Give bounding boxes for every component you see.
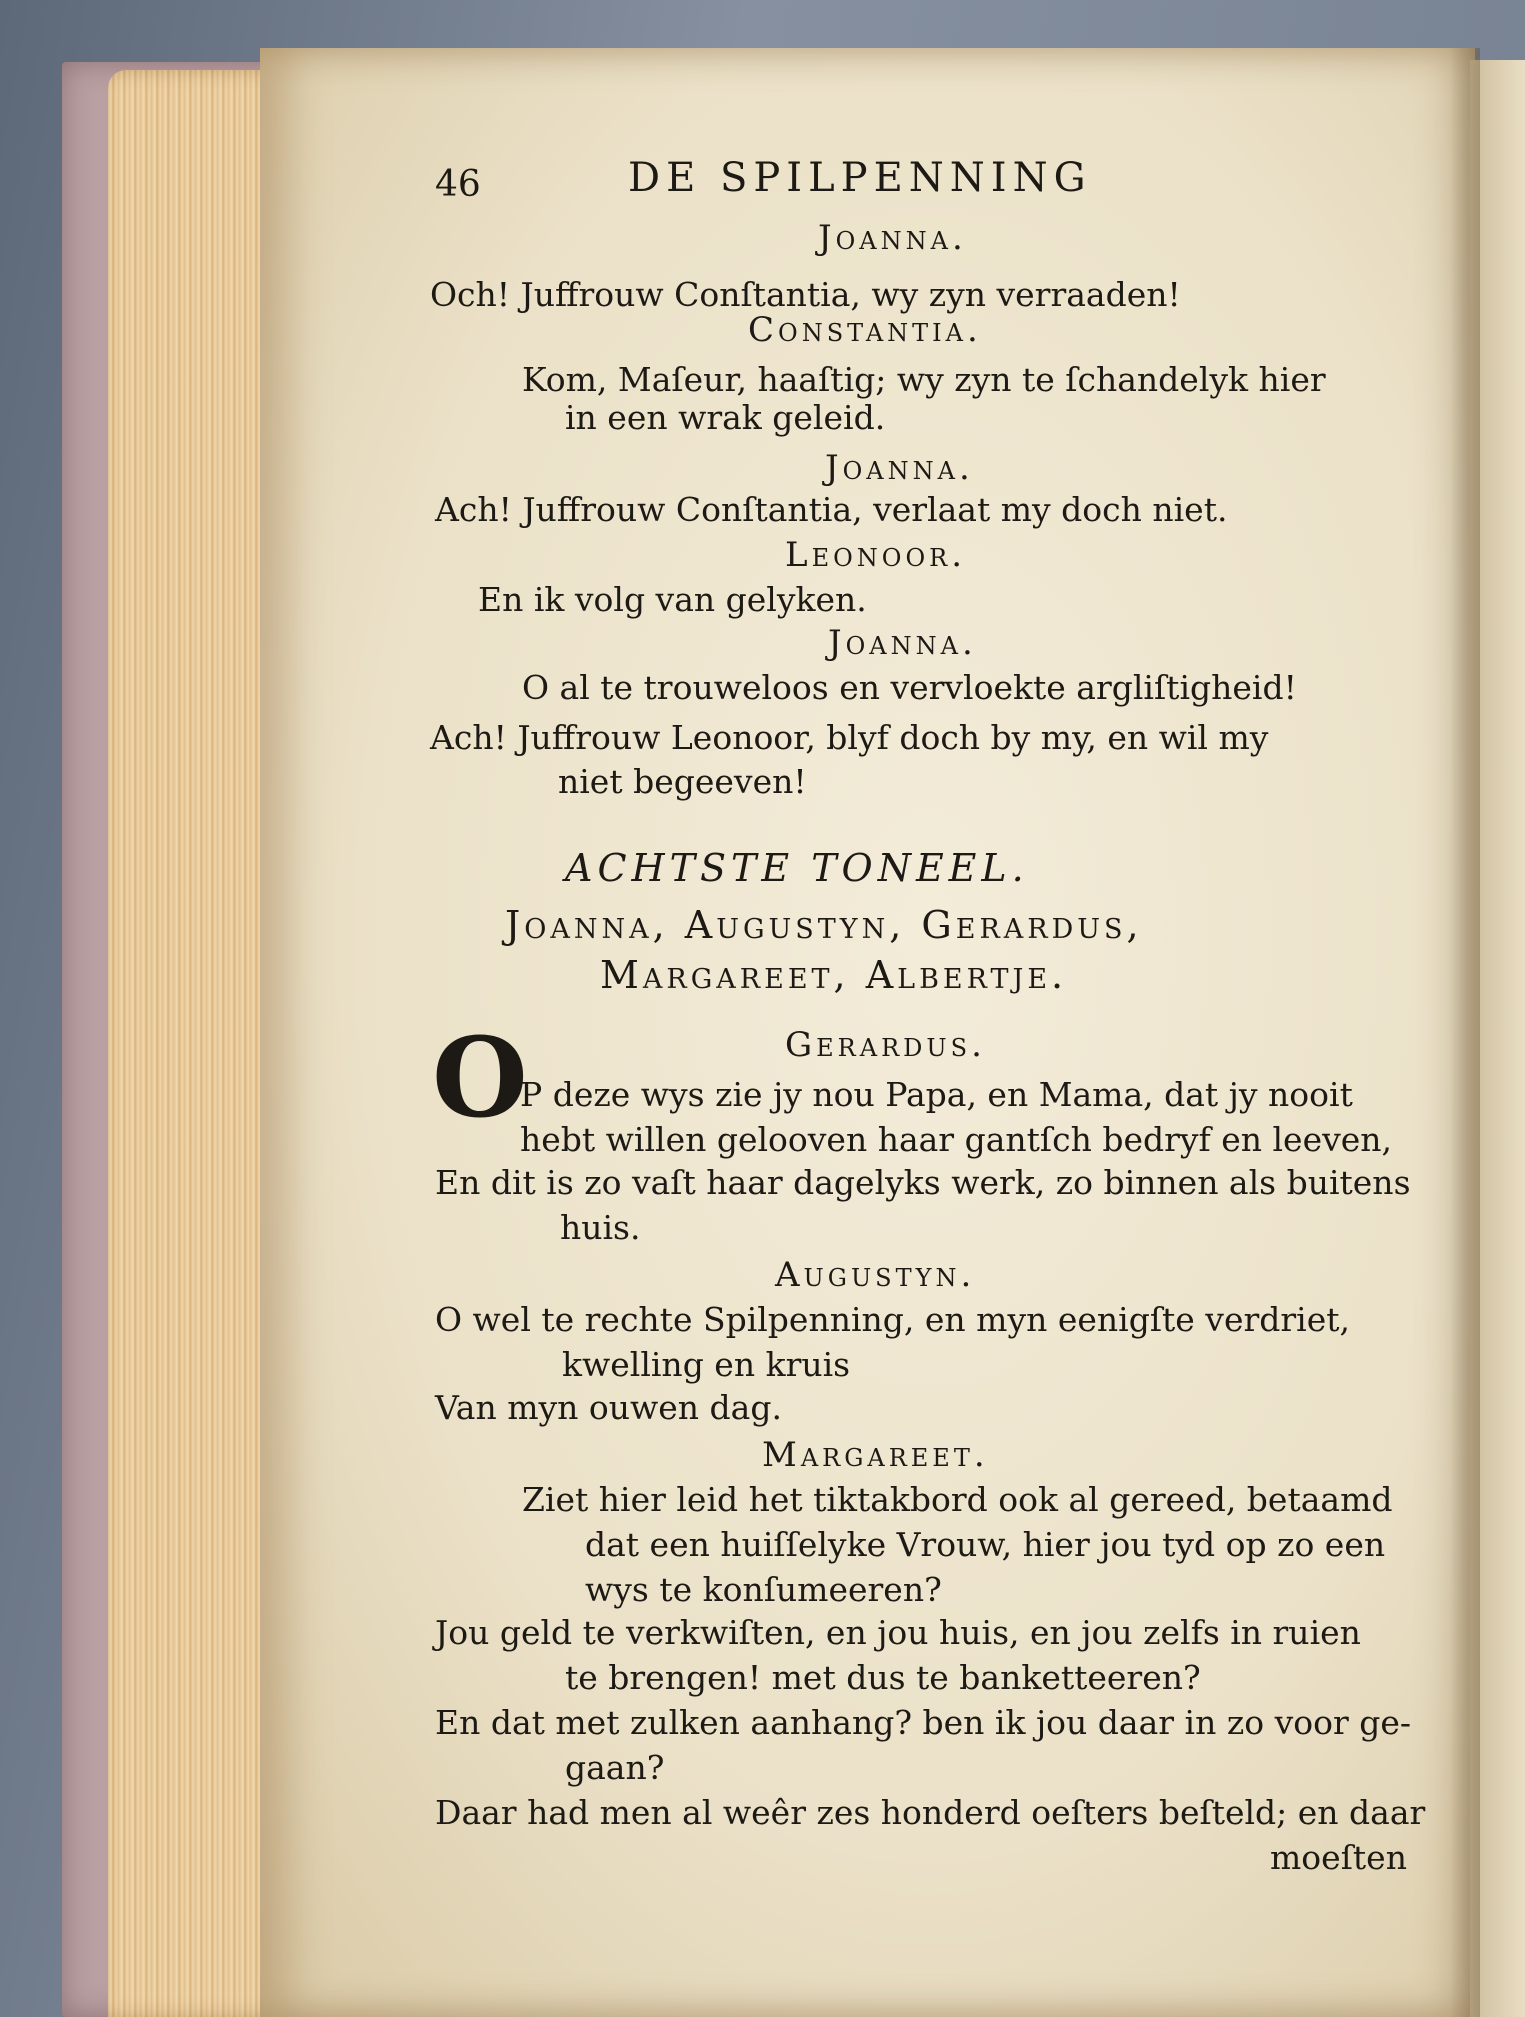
page-number: 46 [435, 164, 481, 205]
dialogue-line: Ziet hier leid het tiktakbord ook al gereed, betaamd [522, 1480, 1393, 1519]
dialogue-line: Daar had men al weêr zes honderd oeſters beſteld; en daar [435, 1793, 1426, 1832]
dialogue-line: O al te trouweloos en vervloekte argliſtigheid! [522, 668, 1297, 707]
speaker-name: Gerardus. [785, 1025, 986, 1065]
dialogue-line: wys te konſumeeren? [585, 1570, 942, 1609]
cast-list: Joanna, Augustyn, Gerardus, [505, 903, 1143, 947]
dialogue-line: En ik volg van gelyken. [478, 580, 867, 619]
speaker-name: Constantia. [748, 310, 982, 350]
dialogue-line: kwelling en kruis [562, 1345, 851, 1384]
dialogue-line: Kom, Maſeur, haaſtig; wy zyn te ſchandelyk hier [522, 360, 1326, 399]
dialogue-line: O wel te rechte Spilpenning, en myn eenigſte verdriet, [435, 1300, 1350, 1339]
dialogue-line: in een wrak geleid. [565, 398, 886, 437]
speaker-name: Joanna. [825, 448, 974, 488]
cast-list: Margareet, Albertje. [600, 953, 1068, 997]
speaker-name: Joanna. [818, 218, 967, 258]
dialogue-line: hebt willen gelooven haar gantſch bedryf en leeven, [520, 1120, 1393, 1159]
speaker-name: Leonoor. [785, 535, 967, 575]
dialogue-line: Och! Juffrouw Conſtantia, wy zyn verraaden! [430, 275, 1181, 314]
speaker-name: Joanna. [828, 623, 977, 663]
dialogue-line: P deze wys zie jy nou Papa, en Mama, dat jy nooit [520, 1075, 1353, 1114]
dialogue-line: dat een huiſſelyke Vrouw, hier jou tyd op zo een [585, 1525, 1386, 1564]
speaker-name: Margareet. [762, 1435, 989, 1475]
dialogue-line: niet begeeven! [558, 762, 807, 801]
dialogue-line: Ach! Juffrouw Leonoor, blyf doch by my, en wil my [430, 718, 1269, 757]
dialogue-line: En dit is zo vaſt haar dagelyks werk, zo binnen als buitens [435, 1163, 1411, 1202]
speaker-name: Augustyn. [775, 1255, 976, 1295]
dialogue-line: huis. [560, 1208, 641, 1247]
scene-heading: ACHTSTE TONEEL. [565, 846, 1029, 890]
dialogue-line: Ach! Juffrouw Conſtantia, verlaat my doch niet. [435, 490, 1228, 529]
dialogue-line: te brengen! met dus te banketteeren? [565, 1658, 1201, 1697]
drop-cap: O [432, 1013, 528, 1142]
dialogue-line: Van myn ouwen dag. [435, 1388, 782, 1427]
dialogue-line: gaan? [565, 1748, 665, 1787]
dialogue-line: Jou geld te verkwiſten, en jou huis, en jou zelfs in ruien [435, 1613, 1361, 1652]
dialogue-line: En dat met zulken aanhang? ben ik jou daar in zo voor ge- [435, 1703, 1412, 1742]
dialogue-line: moeſten [1270, 1838, 1407, 1877]
running-head: DE SPILPENNING [628, 155, 1092, 201]
